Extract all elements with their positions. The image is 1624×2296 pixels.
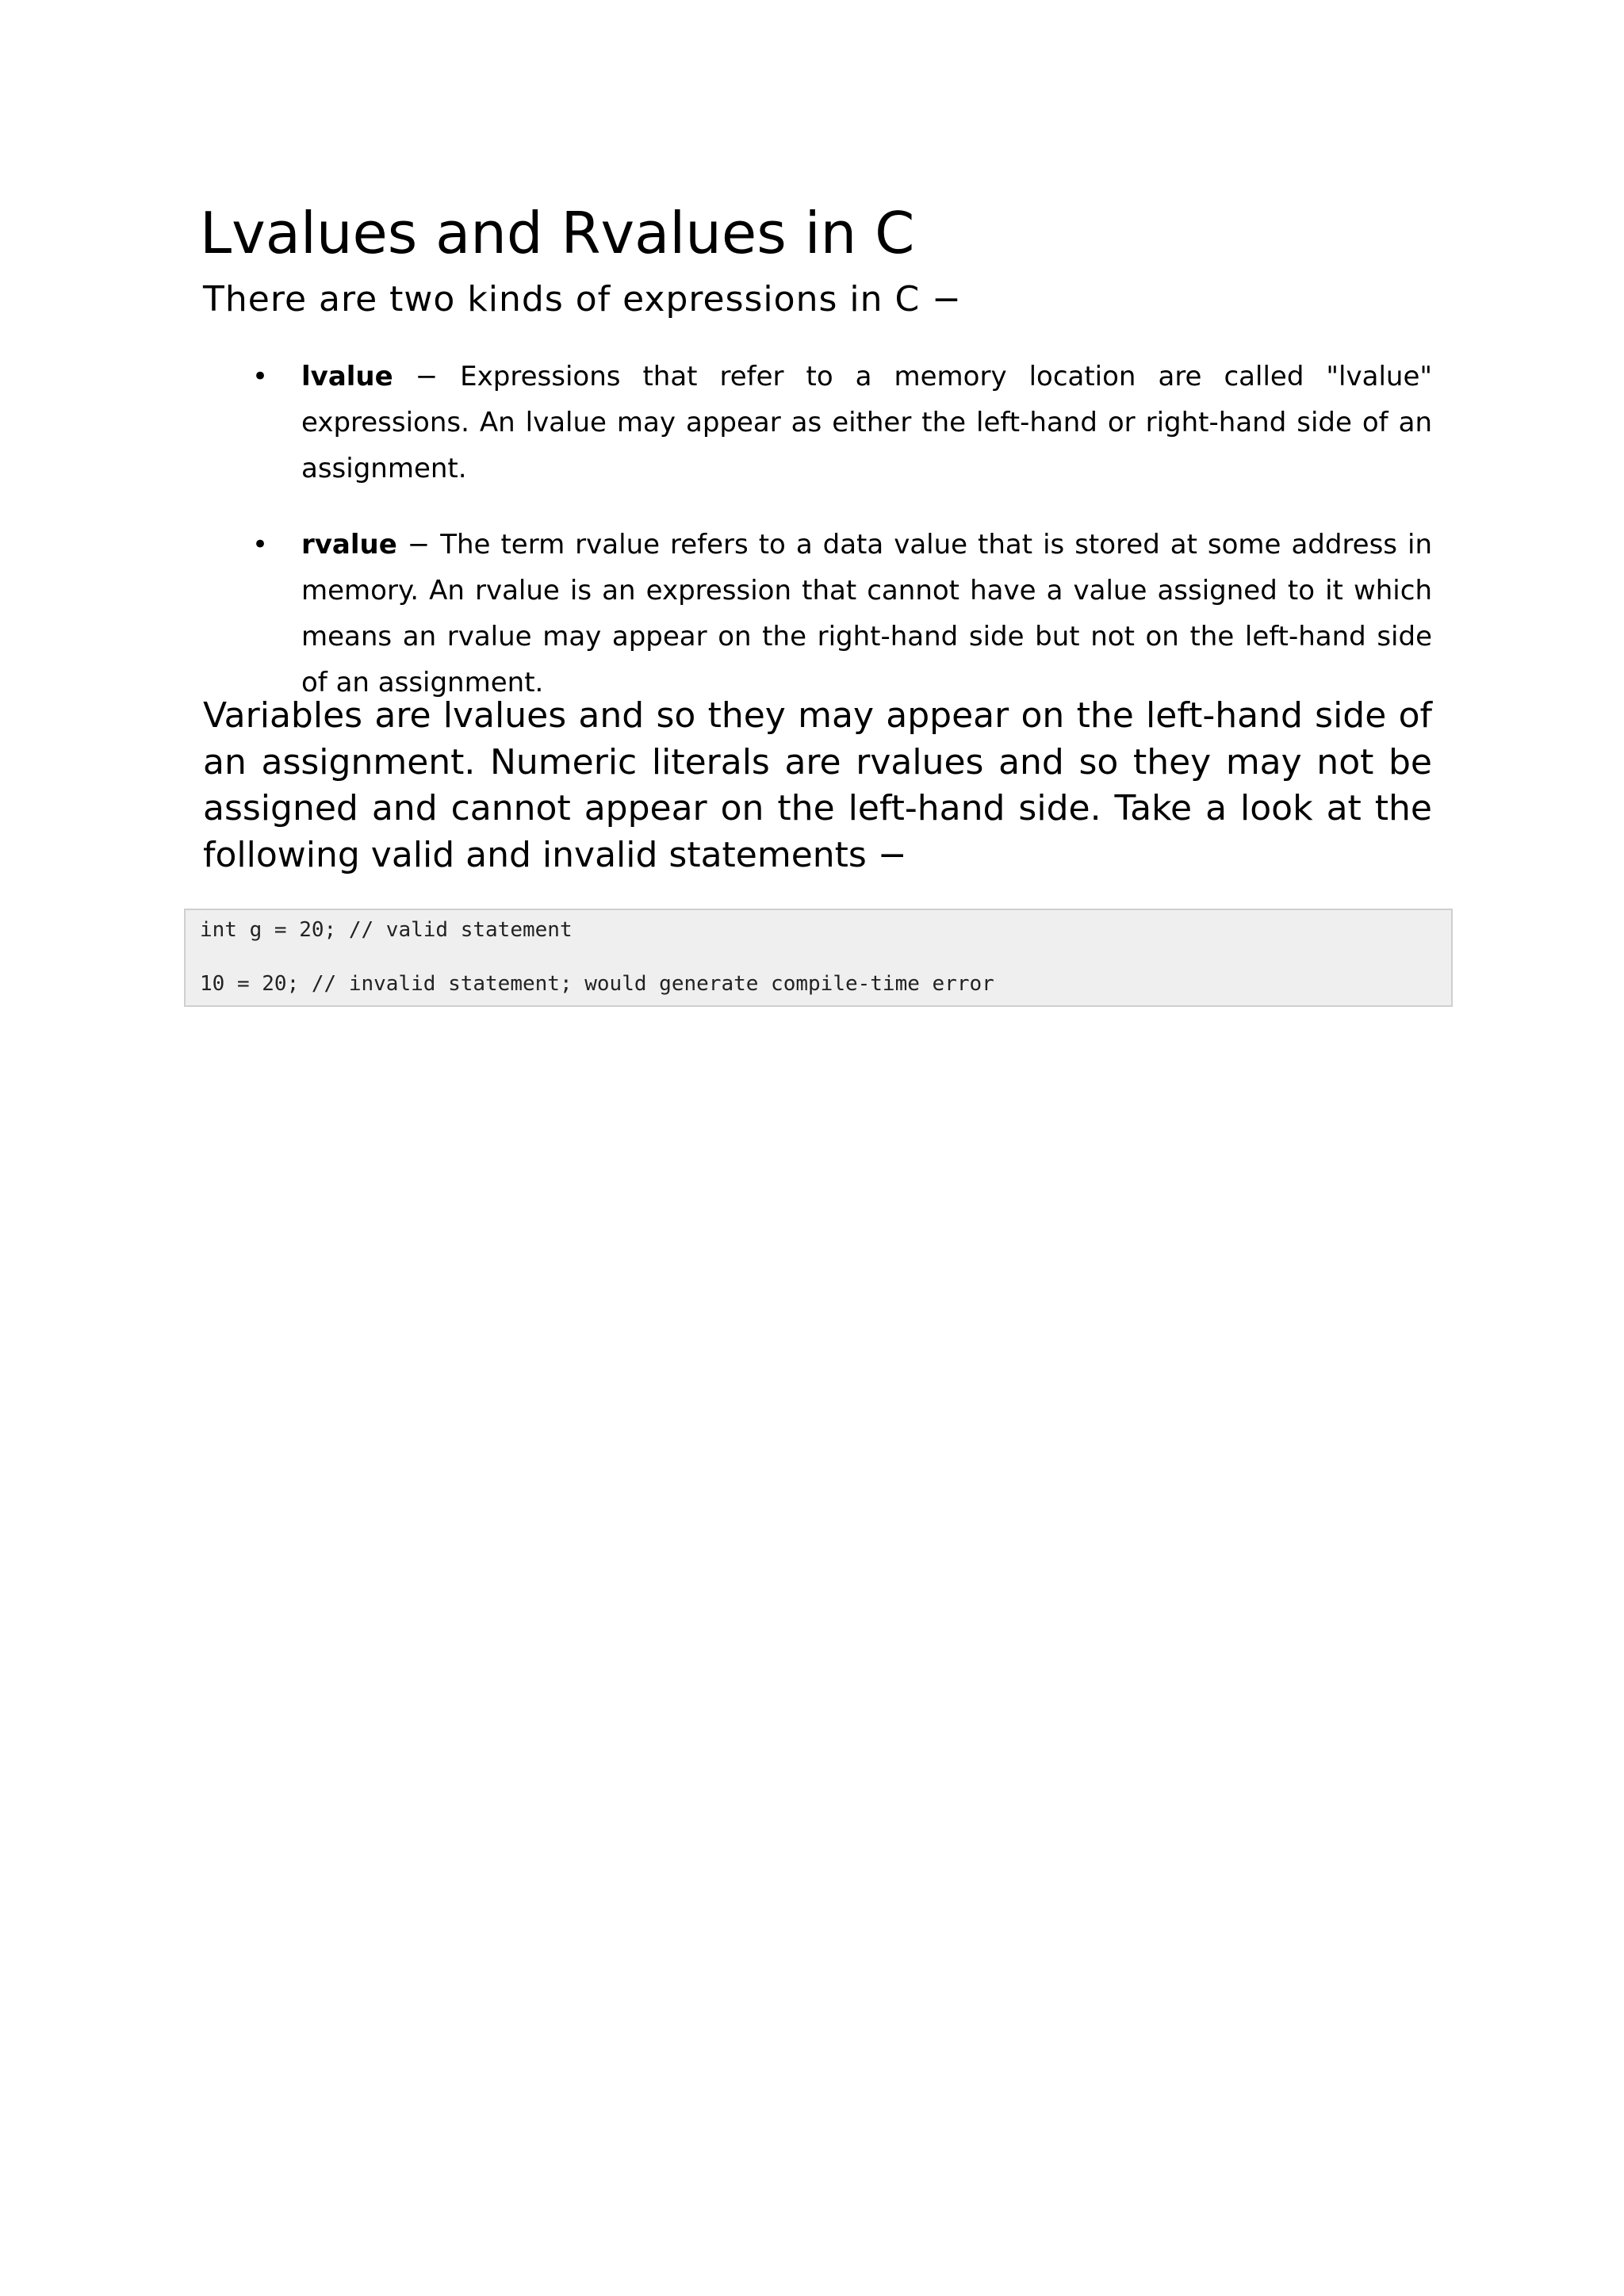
page-title: Lvalues and Rvalues in C (200, 200, 915, 266)
code-line-valid: int g = 20; // valid statement (200, 918, 573, 942)
term-rvalue: rvalue (301, 529, 397, 561)
intro-text: There are two kinds of expressions in C − (203, 279, 963, 320)
list-item-body (301, 522, 1432, 706)
list-item-lvalue (252, 354, 1432, 492)
term-lvalue: lvalue (301, 361, 393, 392)
code-block (184, 909, 1453, 1007)
list-item-body (301, 354, 1432, 492)
list-item-rvalue (252, 522, 1432, 706)
definition-lvalue: − Expressions that refer to a memory location are called "lvalue" expressions. An lvalue may appear as either the left-hand or right-hand side of an assignment. (301, 361, 1432, 484)
code-line-invalid: 10 = 20; // invalid statement; would generate compile-time error (200, 972, 994, 996)
bullet-icon: • (252, 529, 269, 561)
expression-kinds-list (252, 354, 1432, 706)
bullet-icon: • (252, 361, 269, 392)
body-paragraph: Variables are lvalues and so they may appear on the left-hand side of an assignment. Numeric literals are rvalues and so they may not be assigned and cannot appear on the left-hand side. Take a look at the following valid and invalid statements − (203, 695, 1432, 875)
definition-rvalue: − The term rvalue refers to a data value that is stored at some address in memory. An rvalue is an expression that cannot have a value assigned to it which means an rvalue may appear on the right-hand side but not on the left-hand side of an assignment. (301, 529, 1432, 698)
